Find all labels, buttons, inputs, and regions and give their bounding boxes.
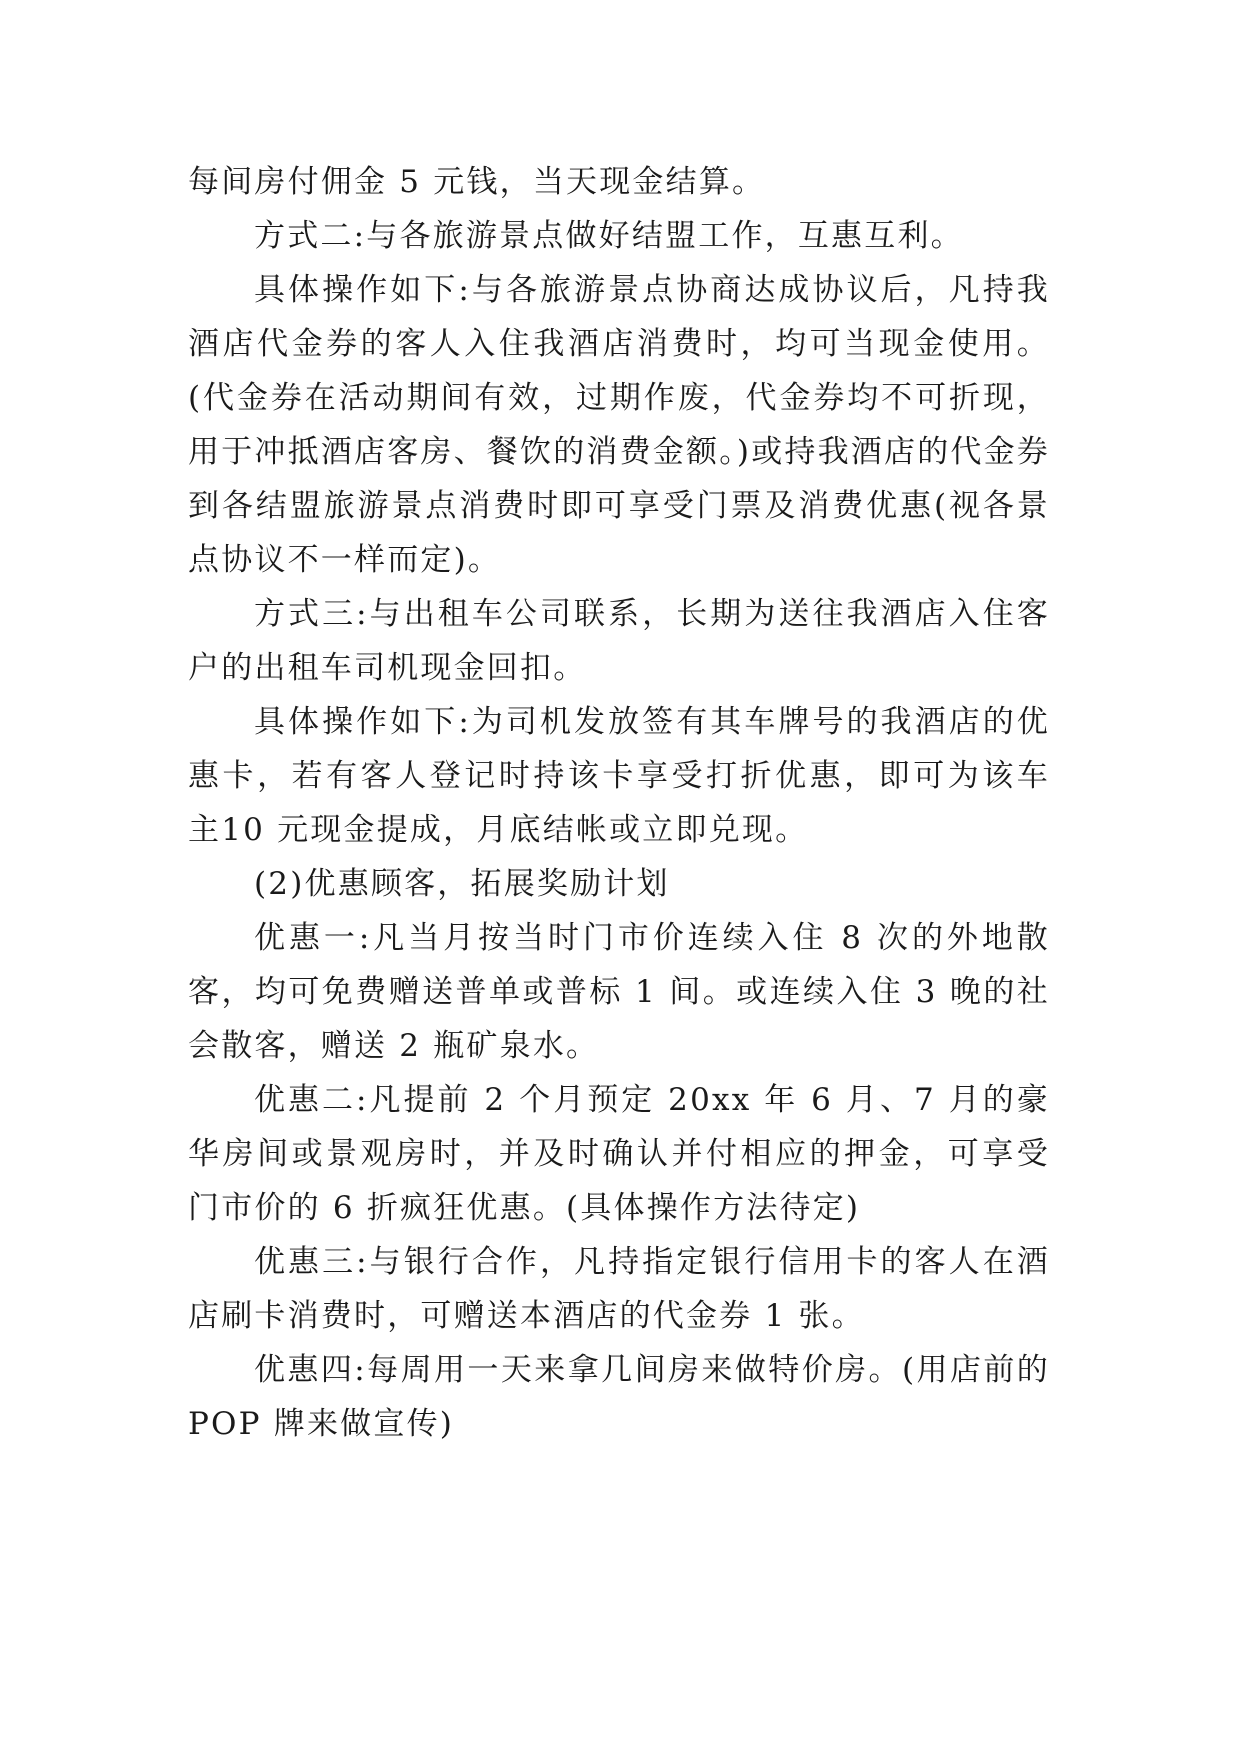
paragraph-offer-four: 优惠四:每周用一天来拿几间房来做特价房。(用店前的POP 牌来做宣传)	[188, 1352, 1050, 1442]
paragraph-method-three-details: 具体操作如下:为司机发放签有其车牌号的我酒店的优惠卡，若有客人登记时持该卡享受打折优惠，即可为该车主10 元现金提成，月底结帐或立即兑现。	[188, 704, 1050, 848]
paragraph-offer-one: 优惠一:凡当月按当时门市价连续入住 8 次的外地散客，均可免费赠送普单或普标 1 间。或连续入住 3 晚的社会散客，赠送 2 瓶矿泉水。	[188, 920, 1050, 1064]
document-body	[188, 155, 1050, 1451]
paragraph-offer-two: 优惠二:凡提前 2 个月预定 20xx 年 6 月、7 月的豪华房间或景观房时，并及时确认并付相应的押金，可享受门市价的 6 折疯狂优惠。(具体操作方法待定)	[188, 1082, 1050, 1226]
paragraph-offer-three: 优惠三:与银行合作，凡持指定银行信用卡的客人在酒店刷卡消费时，可赠送本酒店的代金券 1 张。	[188, 1244, 1050, 1334]
paragraph-method-three: 方式三:与出租车公司联系，长期为送往我酒店入住客户的出租车司机现金回扣。	[188, 596, 1050, 686]
paragraph-method-two: 方式二:与各旅游景点做好结盟工作，互惠互利。	[254, 218, 964, 254]
section-heading-rewards: (2)优惠顾客，拓展奖励计划	[254, 866, 670, 902]
paragraph-commission: 每间房付佣金 5 元钱，当天现金结算。	[188, 164, 766, 200]
paragraph-method-two-details: 具体操作如下:与各旅游景点协商达成协议后，凡持我酒店代金券的客人入住我酒店消费时，均可当现金使用。(代金券在活动期间有效，过期作废，代金券均不可折现，用于冲抵酒店客房、餐饮的消费金额。)或持我酒店的代金券到各结盟旅游景点消费时即可享受门票及消费优惠(视各景点协议不一样而定)。	[188, 272, 1050, 578]
